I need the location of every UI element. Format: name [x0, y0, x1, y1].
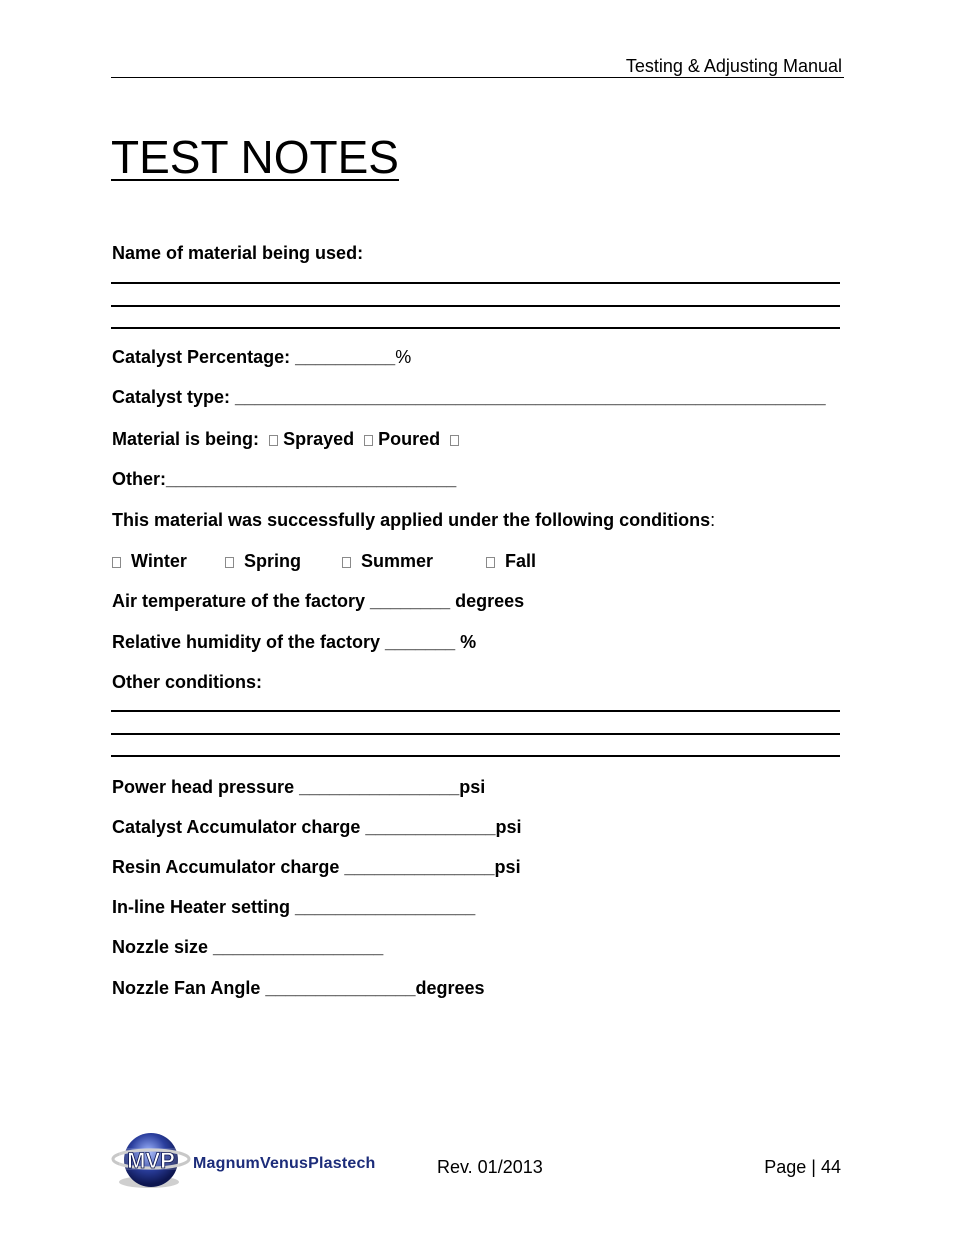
material-name-line-1[interactable] [111, 282, 840, 284]
nozzle-fan-angle-row[interactable]: Nozzle Fan Angle _______________degrees [112, 978, 485, 998]
page-title: TEST NOTES [111, 131, 399, 183]
poured-checkbox-icon[interactable] [364, 435, 373, 446]
revision: Rev. 01/2013 [437, 1157, 543, 1177]
header-rule [111, 77, 844, 78]
conditions-colon: : [710, 510, 716, 530]
material-being-label: Material is being: [112, 429, 260, 449]
season-summer[interactable] [342, 551, 433, 572]
catalyst-percentage-unit: % [395, 347, 412, 367]
conditions-row [112, 510, 715, 531]
conditions-label: This material was successfully applied under the following conditions [112, 510, 711, 530]
winter-checkbox-icon[interactable] [112, 557, 121, 568]
air-temp-row[interactable]: Air temperature of the factory ________ degrees [112, 591, 525, 611]
catalyst-type-row[interactable]: Catalyst type: ___________________________________________________________ [112, 387, 826, 407]
season-summer-label: Summer [361, 551, 434, 571]
power-head-row[interactable]: Power head pressure ________________psi [112, 777, 486, 797]
season-winter-label: Winter [131, 551, 187, 571]
catalyst-percentage-label: Catalyst Percentage: __________ [112, 347, 396, 367]
resin-accumulator-row[interactable]: Resin Accumulator charge _______________psi [112, 857, 521, 877]
header-title: Testing & Adjusting Manual [625, 56, 842, 76]
catalyst-percentage-row[interactable] [112, 347, 411, 368]
spring-checkbox-icon[interactable] [225, 557, 234, 568]
logo-initials: MVP [127, 1148, 175, 1173]
season-spring-label: Spring [244, 551, 302, 571]
option-sprayed: Sprayed [283, 429, 355, 449]
season-fall-label: Fall [505, 551, 537, 571]
mvp-globe-logo-icon [111, 1128, 191, 1194]
summer-checkbox-icon[interactable] [342, 557, 351, 568]
other-conditions-line-1[interactable] [111, 710, 840, 712]
material-name-line-2[interactable] [111, 305, 840, 307]
season-winter[interactable] [112, 551, 187, 572]
material-being-row [112, 429, 459, 450]
material-name-line-3[interactable] [111, 327, 840, 329]
company-logo [111, 1128, 401, 1194]
other-row[interactable]: Other:_____________________________ [112, 469, 457, 489]
other-conditions-line-2[interactable] [111, 733, 840, 735]
material-name-label: Name of material being used: [112, 243, 364, 263]
season-fall[interactable] [486, 551, 536, 572]
nozzle-size-row[interactable]: Nozzle size _________________ [112, 937, 384, 957]
other-checkbox-icon[interactable] [450, 435, 459, 446]
logo-wordmark: MagnumVenusPlastech [193, 1155, 376, 1172]
other-conditions-line-3[interactable] [111, 755, 840, 757]
fall-checkbox-icon[interactable] [486, 557, 495, 568]
other-conditions-label: Other conditions: [112, 672, 262, 692]
sprayed-checkbox-icon[interactable] [269, 435, 278, 446]
heater-setting-row[interactable]: In-line Heater setting __________________ [112, 897, 476, 917]
page-number: Page | 44 [764, 1157, 841, 1177]
catalyst-accumulator-row[interactable]: Catalyst Accumulator charge _____________psi [112, 817, 522, 837]
humidity-row[interactable]: Relative humidity of the factory _______ % [112, 632, 477, 652]
option-poured: Poured [378, 429, 441, 449]
season-spring[interactable] [225, 551, 301, 572]
